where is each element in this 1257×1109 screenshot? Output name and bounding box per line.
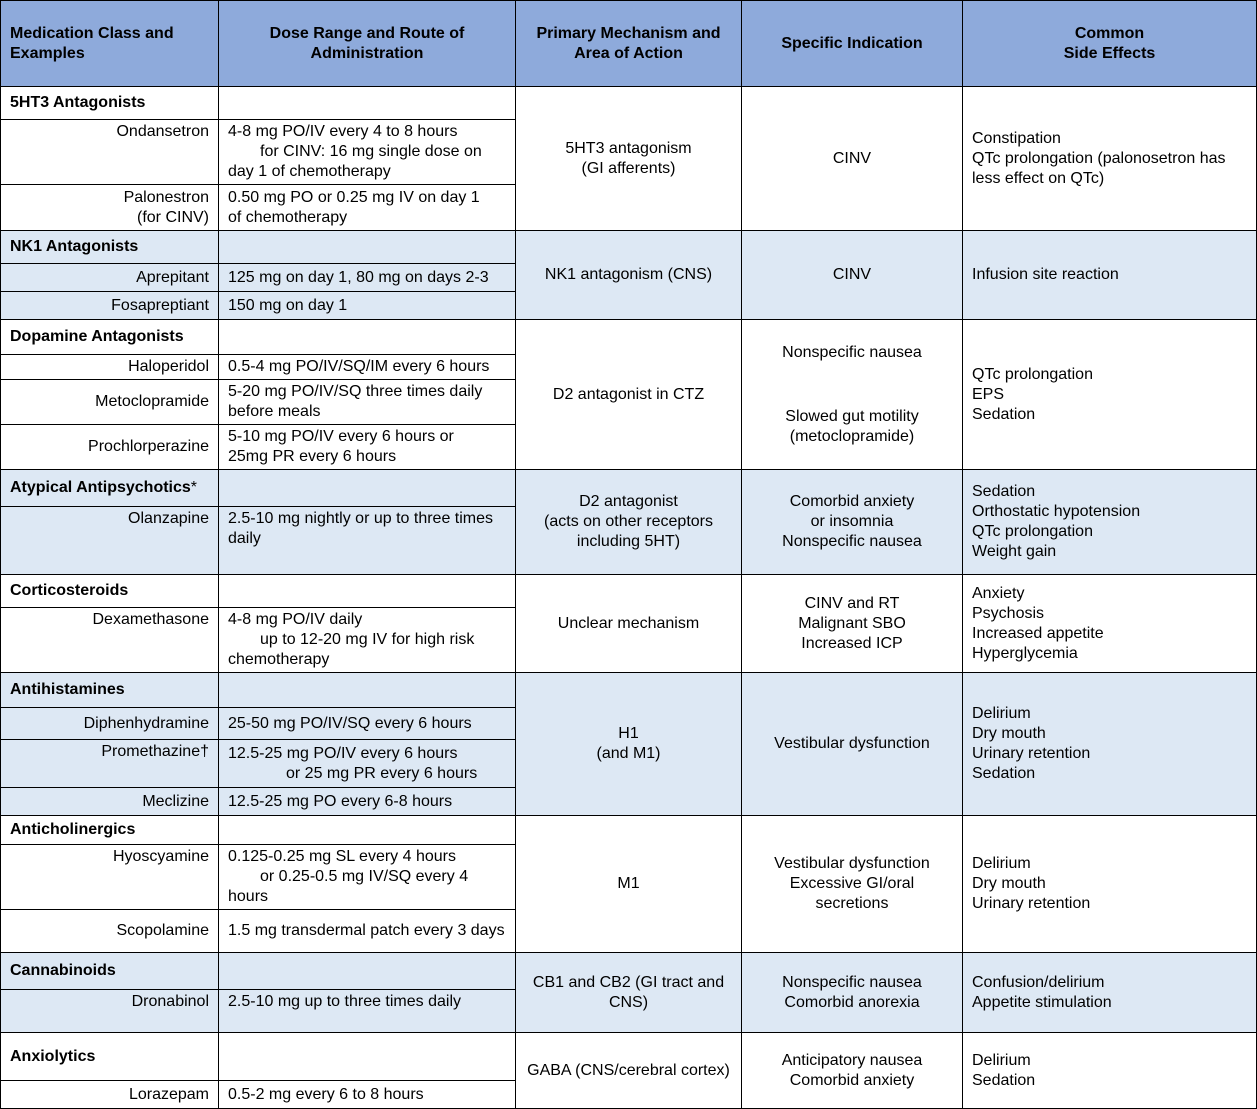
dose-cell: 125 mg on day 1, 80 mg on days 2-3 [219,264,516,292]
side-effect-line: Hyperglycemia [972,644,1078,662]
dose-cell: 5-20 mg PO/IV/SQ three times daily before meals [219,380,516,425]
indication-line: or insomnia [810,513,894,530]
side-effect-line: Sedation [972,483,1036,500]
dose-line: chemotherapy [228,651,330,668]
drug-name-line: (for CINV) [137,208,209,226]
drug-name: Lorazepam [1,1081,219,1109]
dose-cell: 150 mg on day 1 [219,292,516,320]
indication-line: Comorbid anxiety [789,493,915,510]
class-row-anticholinergics [1,816,1257,845]
drug-name: Metoclopramide [1,380,219,425]
dose-cell: 2.5-10 mg nightly or up to three times daily [219,507,516,575]
side-effects-cell [963,953,1257,1033]
mechanism-cell: NK1 antagonism (CNS) [516,231,742,320]
indication-line: secretions [815,895,889,912]
class-row-corticosteroids [1,575,1257,608]
side-effect-line: Sedation [972,405,1036,423]
side-effect-line: Urinary retention [972,895,1091,912]
mechanism-cell: M1 [516,816,742,953]
mechanism-cell: Unclear mechanism [516,575,742,673]
indication-cell: CINV [742,231,963,320]
drug-name: Aprepitant [1,264,219,292]
indication-line: Comorbid anorexia [784,993,920,1011]
header-indication: Specific Indication [742,1,963,87]
indication-line: Slowed gut motility [785,407,919,425]
indication-cell [742,320,963,470]
mechanism-cell: D2 antagonist in CTZ [516,320,742,470]
side-effect-line: Psychosis [972,604,1045,622]
dose-empty [219,1033,516,1081]
indication-line: Nonspecific nausea [782,343,922,361]
dose-cell [219,845,516,910]
mechanism-cell: CB1 and CB2 (GI tract and CNS) [516,953,742,1033]
mechanism-line: (acts on other receptors [544,513,713,530]
drug-name: Meclizine [1,788,219,816]
side-effect-line: Delirium [972,855,1031,872]
side-effect-line: Orthostatic hypotension [972,503,1141,520]
indication-cell [742,1033,963,1109]
class-row-anxiolytics [1,1033,1257,1081]
class-name-text: Atypical Antipsychotics [10,479,191,496]
mechanism-line: (and M1) [596,745,661,762]
dose-cell: 12.5-25 mg PO every 6-8 hours [219,788,516,816]
side-effect-line: Delirium [972,1051,1031,1069]
side-effects-cell: Infusion site reaction [963,231,1257,320]
dose-empty [219,470,516,507]
drug-name: Hyoscyamine [1,845,219,910]
class-name: Dopamine Antagonists [1,320,219,355]
class-row-atypical [1,470,1257,507]
dose-line: up to 12-20 mg IV for high risk [260,631,475,648]
indication-cell [742,470,963,575]
side-effect-line: Anxiety [972,584,1025,602]
header-row [1,1,1257,87]
dose-cell: 1.5 mg transdermal patch every 3 days [219,910,516,953]
dose-line: for CINV: 16 mg single dose on [260,143,482,160]
drug-name: Prochlorperazine [1,425,219,470]
dose-line: of chemotherapy [228,208,348,226]
dose-line: 0.125-0.25 mg SL every 4 hours [228,848,456,865]
indication-line: Nonspecific nausea [782,973,922,991]
drug-name [1,185,219,231]
side-effects-cell [963,575,1257,673]
side-effect-line: Increased appetite [972,624,1104,642]
header-dose: Dose Range and Route of Administration [219,1,516,87]
side-effect-line: Constipation [972,129,1061,147]
side-effects-cell [963,470,1257,575]
drug-name: Dronabinol [1,990,219,1033]
class-row-nk1 [1,231,1257,264]
dose-line: 25mg PR every 6 hours [228,448,397,465]
drug-name: Ondansetron [1,120,219,185]
drug-name: Fosapreptiant [1,292,219,320]
header-class: Medication Class and Examples [1,1,219,87]
side-effect-line: Sedation [972,1071,1036,1089]
indication-cell: Vestibular dysfunction [742,673,963,816]
dose-empty [219,575,516,608]
dose-empty [219,953,516,990]
dose-cell [219,425,516,470]
dose-empty [219,320,516,355]
drug-name: Scopolamine [1,910,219,953]
dose-line: or 25 mg PR every 6 hours [286,764,478,782]
dose-cell [219,740,516,788]
indication-cell [742,953,963,1033]
drug-name: Olanzapine [1,507,219,575]
side-effect-line: EPS [972,385,1005,403]
side-effects-cell [963,87,1257,231]
indication-line: Anticipatory nausea [781,1051,923,1069]
class-name: Anticholinergics [1,816,219,845]
header-mechanism: Primary Mechanism and Area of Action [516,1,742,87]
side-effect-line: QTc prolongation [972,365,1093,383]
side-effect-line: Appetite stimulation [972,993,1112,1011]
side-effect-line: Delirium [972,705,1031,722]
dose-line: 4-8 mg PO/IV every 4 to 8 hours [228,123,458,140]
spacer [751,363,953,407]
class-name: 5HT3 Antagonists [1,87,219,120]
side-effect-line: Confusion/delirium [972,973,1105,991]
dose-empty [219,673,516,708]
side-effects-cell [963,816,1257,953]
indication-line: CINV and RT [804,594,900,612]
mechanism-line: D2 antagonist [579,493,678,510]
dose-cell [219,185,516,231]
dose-line: 12.5-25 mg PO/IV every 6 hours [228,744,458,762]
mechanism-line: 5HT3 antagonism [565,139,692,157]
indication-line: Malignant SBO [798,614,906,632]
mechanism-cell [516,470,742,575]
dose-line: 5-10 mg PO/IV every 6 hours or [228,428,454,445]
indication-line: Vestibular dysfunction [774,855,930,872]
indication-line: Excessive GI/oral [789,875,915,892]
indication-line: Nonspecific nausea [782,533,922,550]
dose-cell: 25-50 mg PO/IV/SQ every 6 hours [219,708,516,740]
header-side-effects-l2: Side Effects [1063,44,1156,62]
dose-empty [219,816,516,845]
dose-line: 4-8 mg PO/IV daily [228,611,363,628]
dose-line: day 1 of chemotherapy [228,163,391,180]
class-name: Cannabinoids [1,953,219,990]
side-effect-line: QTc prolongation (palonosetron has less effect on QTc) [972,149,1226,187]
mechanism-line: H1 [618,725,639,742]
side-effect-line: Weight gain [972,543,1057,560]
side-effects-cell [963,673,1257,816]
side-effect-line: Dry mouth [972,725,1046,742]
dose-cell [219,120,516,185]
indication-cell [742,816,963,953]
side-effect-line: QTc prolongation [972,523,1093,540]
side-effects-cell [963,320,1257,470]
class-row-dopamine [1,320,1257,355]
indication-line: Comorbid anxiety [789,1071,915,1089]
drug-name: Promethazine† [1,740,219,788]
mechanism-cell [516,87,742,231]
drug-name: Dexamethasone [1,608,219,673]
header-side-effects [963,1,1257,87]
dose-empty [219,231,516,264]
class-row-cannabinoids [1,953,1257,990]
side-effect-line: Dry mouth [972,875,1046,892]
class-name: NK1 Antagonists [1,231,219,264]
mechanism-line: (GI afferents) [581,159,676,177]
class-name [1,470,219,507]
mechanism-cell [516,673,742,816]
indication-line: Increased ICP [801,634,903,652]
footnote-mark: * [190,479,198,496]
dose-empty [219,87,516,120]
header-side-effects-l1: Common [1074,24,1145,42]
dose-line: or 0.25-0.5 mg IV/SQ every 4 [260,868,469,885]
class-name: Antihistamines [1,673,219,708]
dose-line: hours [228,888,269,905]
dose-cell [219,608,516,673]
mechanism-line: including 5HT) [576,533,681,550]
drug-name: Haloperidol [1,355,219,380]
drug-name-line: Palonestron [123,188,209,206]
class-row-5ht3 [1,87,1257,120]
class-name: Anxiolytics [1,1033,219,1081]
indication-cell [742,575,963,673]
side-effect-line: Sedation [972,765,1036,782]
indication-line: (metoclopramide) [789,427,915,445]
dose-cell: 0.5-4 mg PO/IV/SQ/IM every 6 hours [219,355,516,380]
drug-name: Diphenhydramine [1,708,219,740]
side-effects-cell [963,1033,1257,1109]
dose-cell: 0.5-2 mg every 6 to 8 hours [219,1081,516,1109]
dose-cell: 2.5-10 mg up to three times daily [219,990,516,1033]
class-name: Corticosteroids [1,575,219,608]
dose-line: 0.50 mg PO or 0.25 mg IV on day 1 [228,188,480,206]
indication-cell: CINV [742,87,963,231]
class-row-antihistamines [1,673,1257,708]
mechanism-cell: GABA (CNS/cerebral cortex) [516,1033,742,1109]
side-effect-line: Urinary retention [972,745,1091,762]
